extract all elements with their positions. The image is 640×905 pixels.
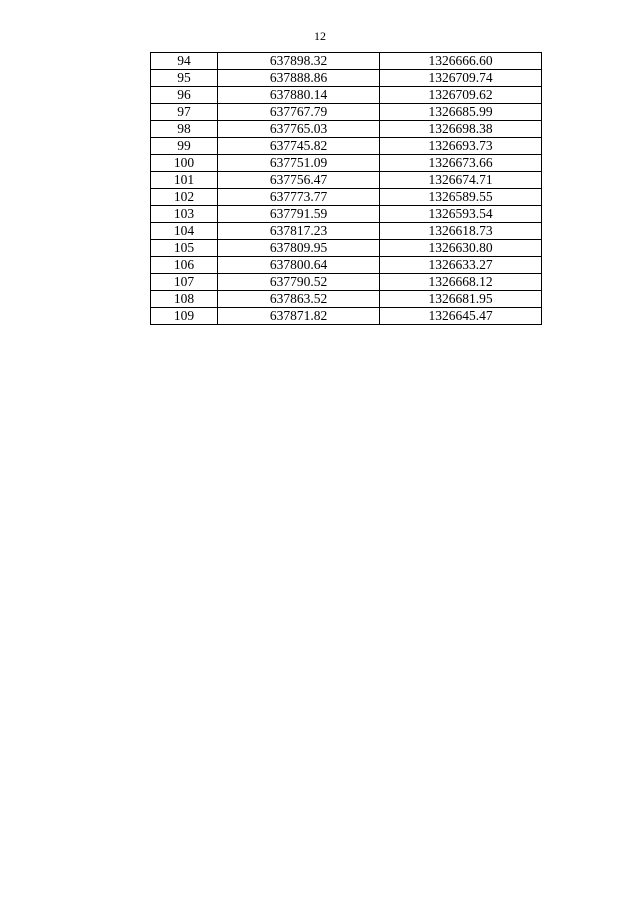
y-coordinate-cell: 1326666.60 — [380, 53, 542, 70]
point-number-cell: 105 — [151, 240, 218, 257]
y-coordinate-cell: 1326681.95 — [380, 291, 542, 308]
point-number-cell: 106 — [151, 257, 218, 274]
page-number: 12 — [314, 29, 326, 43]
x-coordinate-cell: 637880.14 — [218, 87, 380, 104]
x-coordinate-cell: 637767.79 — [218, 104, 380, 121]
point-number-cell: 95 — [151, 70, 218, 87]
y-coordinate-cell: 1326674.71 — [380, 172, 542, 189]
table-row — [151, 172, 542, 189]
table-row — [151, 189, 542, 206]
table-row — [151, 121, 542, 138]
y-coordinate-cell: 1326709.74 — [380, 70, 542, 87]
point-number-cell: 104 — [151, 223, 218, 240]
point-number-cell: 101 — [151, 172, 218, 189]
coordinates-table — [150, 52, 542, 325]
point-number-cell: 97 — [151, 104, 218, 121]
point-number-cell: 94 — [151, 53, 218, 70]
table-row — [151, 138, 542, 155]
x-coordinate-cell: 637800.64 — [218, 257, 380, 274]
point-number-cell: 98 — [151, 121, 218, 138]
x-coordinate-cell: 637809.95 — [218, 240, 380, 257]
point-number-cell: 99 — [151, 138, 218, 155]
table-row — [151, 240, 542, 257]
point-number-cell: 107 — [151, 274, 218, 291]
table-row — [151, 53, 542, 70]
y-coordinate-cell: 1326630.80 — [380, 240, 542, 257]
table-row — [151, 223, 542, 240]
y-coordinate-cell: 1326618.73 — [380, 223, 542, 240]
table-row — [151, 257, 542, 274]
x-coordinate-cell: 637791.59 — [218, 206, 380, 223]
coordinates-table-body — [151, 53, 542, 325]
table-row — [151, 155, 542, 172]
y-coordinate-cell: 1326633.27 — [380, 257, 542, 274]
table-row — [151, 291, 542, 308]
y-coordinate-cell: 1326693.73 — [380, 138, 542, 155]
x-coordinate-cell: 637773.77 — [218, 189, 380, 206]
point-number-cell: 109 — [151, 308, 218, 325]
x-coordinate-cell: 637765.03 — [218, 121, 380, 138]
y-coordinate-cell: 1326668.12 — [380, 274, 542, 291]
x-coordinate-cell: 637871.82 — [218, 308, 380, 325]
table-row — [151, 104, 542, 121]
x-coordinate-cell: 637888.86 — [218, 70, 380, 87]
x-coordinate-cell: 637790.52 — [218, 274, 380, 291]
x-coordinate-cell: 637817.23 — [218, 223, 380, 240]
x-coordinate-cell: 637863.52 — [218, 291, 380, 308]
x-coordinate-cell: 637756.47 — [218, 172, 380, 189]
point-number-cell: 102 — [151, 189, 218, 206]
table-row — [151, 206, 542, 223]
table-row — [151, 274, 542, 291]
point-number-cell: 103 — [151, 206, 218, 223]
point-number-cell: 108 — [151, 291, 218, 308]
y-coordinate-cell: 1326698.38 — [380, 121, 542, 138]
y-coordinate-cell: 1326589.55 — [380, 189, 542, 206]
y-coordinate-cell: 1326709.62 — [380, 87, 542, 104]
point-number-cell: 96 — [151, 87, 218, 104]
point-number-cell: 100 — [151, 155, 218, 172]
table-row — [151, 87, 542, 104]
y-coordinate-cell: 1326685.99 — [380, 104, 542, 121]
x-coordinate-cell: 637745.82 — [218, 138, 380, 155]
y-coordinate-cell: 1326593.54 — [380, 206, 542, 223]
table-row — [151, 308, 542, 325]
x-coordinate-cell: 637898.32 — [218, 53, 380, 70]
y-coordinate-cell: 1326645.47 — [380, 308, 542, 325]
y-coordinate-cell: 1326673.66 — [380, 155, 542, 172]
x-coordinate-cell: 637751.09 — [218, 155, 380, 172]
table-row — [151, 70, 542, 87]
